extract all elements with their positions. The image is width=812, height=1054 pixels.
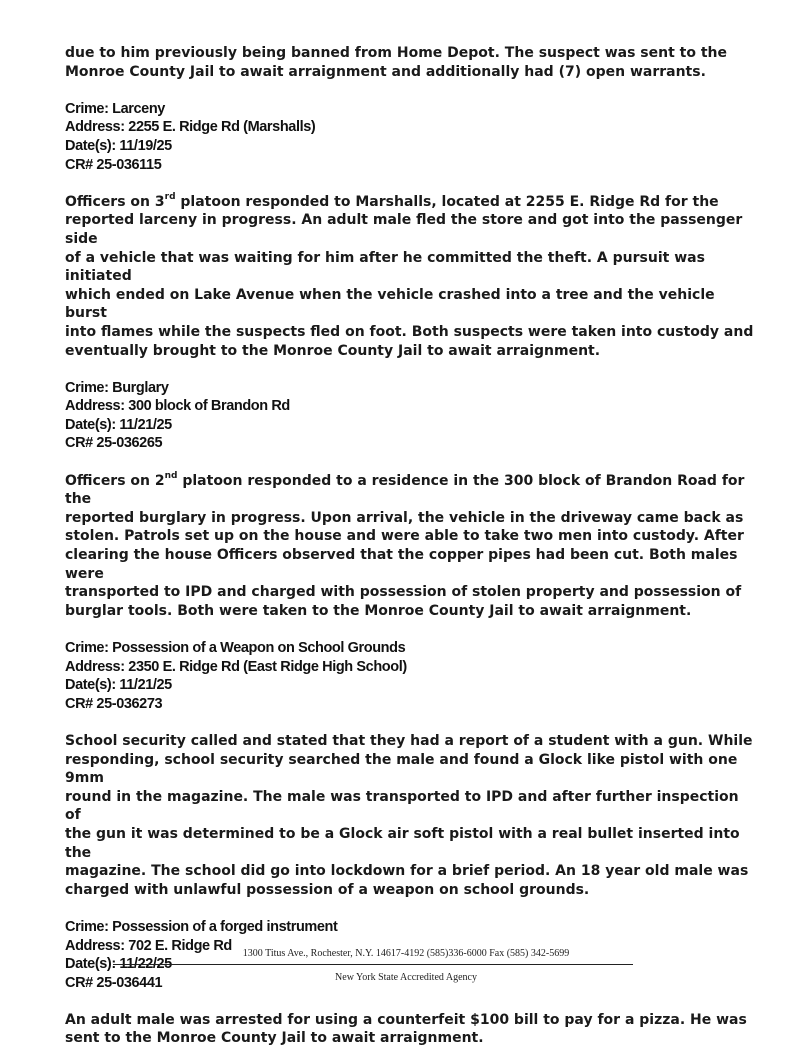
text-line: An adult male was arrested for using a counterfeit $100 bill to pay for a pizza. He was [65, 1011, 747, 1028]
incident-narrative-forgery [65, 1011, 755, 1048]
text-line: the gun it was determined to be a Glock air soft pistol with a real bullet inserted into the [65, 825, 740, 861]
text-line: due to him previously being banned from Home Depot. The suspect was sent to the [65, 45, 727, 61]
text-line: stolen. Patrols set up on the house and were able to take two men into custody. After [65, 528, 744, 545]
text-line: Monroe County Jail to await arraignment and additionally had (7) open warrants. [65, 63, 706, 80]
text-line: responding, school security searched the male and found a Glock like pistol with one 9mm [65, 751, 738, 787]
footer-accreditation: New York State Accredited Agency [335, 972, 477, 983]
text-line: Officers on 2nd platoon responded to a residence in the 300 block of Brandon Road for the [65, 471, 745, 508]
text-line: clearing the house Officers observed that the copper pipes had been cut. Both males were [65, 547, 738, 582]
report-page [65, 44, 755, 1048]
footer-address: 1300 Titus Ave., Rochester, N.Y. 14617-4192 (585)336-6000 Fax (585) 342-5699 [242, 948, 570, 959]
text-line: magazine. The school did go into lockdown for a brief period. An 18 year old male was [65, 863, 749, 880]
address-label: Address: 702 E. Ridge Rd [65, 937, 232, 954]
text-line: burglar tools. Both were taken to the Monroe County Jail to await arraignment. [65, 602, 692, 619]
incident-header-weapon [65, 639, 755, 713]
crime-label: Crime: Burglary [65, 379, 169, 396]
text-line: sent to the Monroe County Jail to await arraignment. [65, 1030, 484, 1047]
footer-divider [113, 964, 633, 965]
text-line: of a vehicle that was waiting for him after he committed the theft. A pursuit was initiated [65, 249, 705, 285]
incident-narrative-larceny [65, 193, 755, 360]
cr-number: CR# 25-036265 [65, 435, 163, 452]
text-line: Officers on 3rd platoon responded to Marshalls, located at 2255 E. Ridge Rd for the [65, 192, 719, 210]
text-line: reported burglary in progress. Upon arrival, the vehicle in the driveway came back as [65, 509, 744, 526]
incident-narrative-burglary [65, 472, 755, 621]
text-line: transported to IPD and charged with possession of stolen property and possession of [65, 584, 742, 601]
text-line: charged with unlawful possession of a weapon on school grounds. [65, 881, 590, 898]
incident-narrative-weapon [65, 732, 755, 899]
cr-number: CR# 25-036441 [65, 974, 163, 991]
ordinal-suffix: rd [164, 192, 176, 203]
address-label: Address: 300 block of Brandon Rd [65, 398, 290, 415]
date-label: Date(s): 11/19/25 [65, 137, 172, 154]
incident-header-larceny [65, 100, 755, 174]
cr-number: CR# 25-036273 [65, 695, 163, 712]
intro-paragraph [65, 44, 755, 81]
crime-label: Crime: Possession of a forged instrument [65, 918, 338, 935]
date-label: Date(s): 11/22/25 [65, 956, 172, 973]
crime-label: Crime: Larceny [65, 100, 165, 117]
ordinal-suffix: nd [164, 471, 178, 481]
text-line: round in the magazine. The male was transported to IPD and after further inspection of [65, 788, 739, 824]
date-label: Date(s): 11/21/25 [65, 677, 172, 694]
text-line: into flames while the suspects fled on foot. Both suspects were taken into custody and [65, 323, 754, 340]
crime-label: Crime: Possession of a Weapon on School Grounds [65, 640, 406, 656]
address-label: Address: 2255 E. Ridge Rd (Marshalls) [65, 119, 316, 136]
address-label: Address: 2350 E. Ridge Rd (East Ridge High School) [65, 658, 407, 675]
incident-header-burglary [65, 379, 755, 453]
cr-number: CR# 25-036115 [65, 156, 162, 173]
text-line: School security called and stated that they had a report of a student with a gun. While [65, 732, 753, 749]
date-label: Date(s): 11/21/25 [65, 416, 172, 433]
text-line: which ended on Lake Avenue when the vehicle crashed into a tree and the vehicle burst [65, 286, 715, 322]
text-line: reported larceny in progress. An adult male fled the store and got into the passenger side [65, 212, 743, 247]
text-line: eventually brought to the Monroe County Jail to await arraignment. [65, 342, 601, 359]
